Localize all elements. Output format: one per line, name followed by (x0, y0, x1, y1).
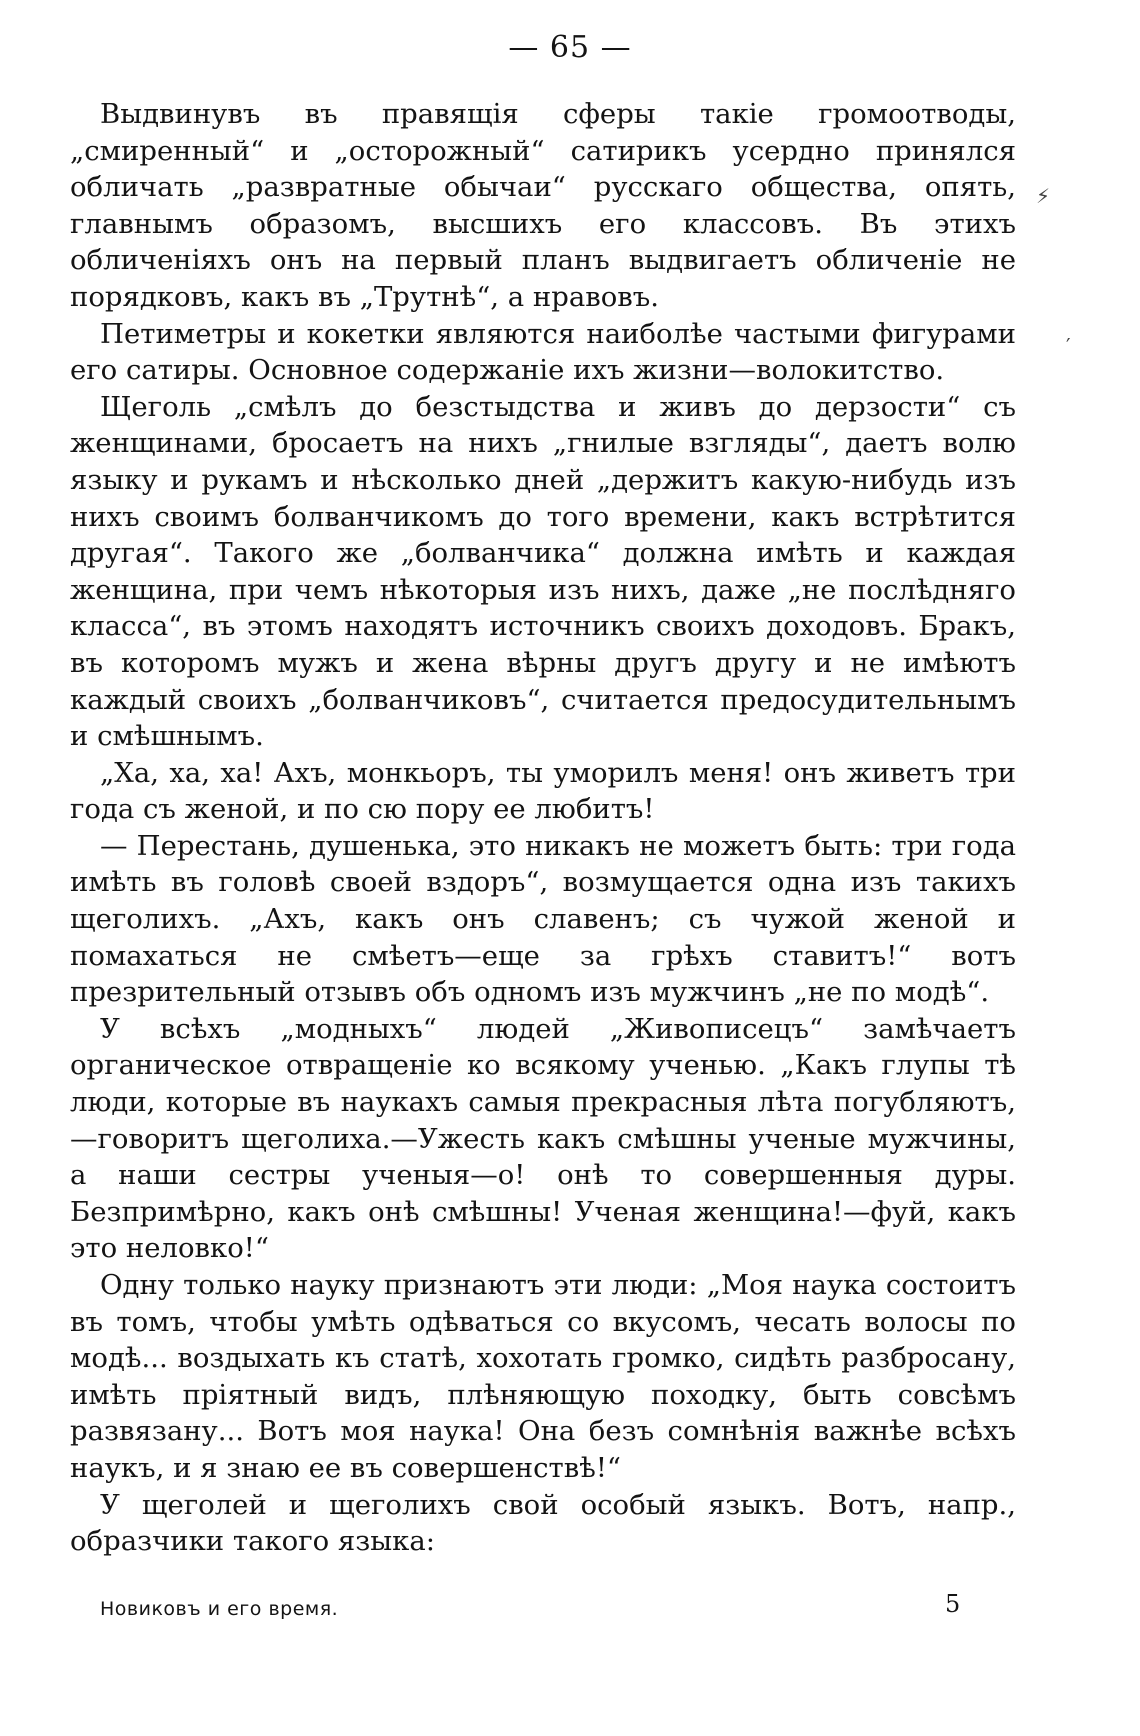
paragraph: „Ха, ха, ха! Ахъ, монкьоръ, ты уморилъ меня! онъ живетъ три года съ женой, и по сю пору ее любитъ! (70, 756, 1016, 826)
paragraph: Щеголь „смѣлъ до безстыдства и живъ до дерзости“ съ женщинами, бросаетъ на нихъ „гнилые взгляды“, даетъ волю языку и рукамъ и нѣсколько дней „держитъ какую-нибудь изъ нихъ своимъ болванчикомъ до того времени, какъ встрѣтится другая“. Такого же „болванчика“ должна имѣть и каждая женщина, при чемъ нѣкоторыя изъ нихъ, даже „не послѣдняго класса“, въ этомъ находятъ источникъ своихъ доходовъ. Бракъ, въ которомъ мужъ и жена вѣрны другъ другу и не имѣютъ каждый своихъ „болванчиковъ“, считается предосудительнымъ и смѣшнымъ. (70, 390, 1016, 753)
page-number: — 65 — (508, 30, 632, 65)
paragraph: Одну только науку признаютъ эти люди: „Моя наука состоитъ въ томъ, чтобы умѣть одѣваться со вкусомъ, чесать волосы по модѣ... воздыхать къ статѣ, хохотать громко, сидѣть разбросану, имѣть пріятный видъ, плѣняющую походку, быть совсѣмъ развязану... Вотъ моя наука! Она безъ сомнѣнія важнѣе всѣхъ наукъ, и я знаю ее въ совершенствѣ!“ (70, 1269, 1016, 1484)
margin-pencil-mark: ′ (1066, 334, 1071, 358)
footer-signature: Новиковъ и его время. (100, 1598, 339, 1620)
paragraph: Петиметры и кокетки являются наиболѣе частыми фигурами его сатиры. Основное содержаніе ихъ жизни—волокитство. (70, 317, 1016, 387)
margin-pencil-mark: ⚡ (1036, 184, 1051, 208)
paragraph: — Перестань, душенька, это никакъ не можетъ быть: три года имѣть въ головѣ своей вздоръ“, возмущается одна изъ такихъ щеголихъ. „Ахъ, какъ онъ славенъ; съ чужой женой и помахаться не смѣетъ—еще за грѣхъ ставитъ!“ вотъ презрительный отзывъ объ одномъ изъ мужчинъ „не по модѣ“. (70, 829, 1016, 1009)
paragraph: У щеголей и щеголихъ свой особый языкъ. Вотъ, напр., образчики такого языка: (70, 1488, 1016, 1558)
sheet-number: 5 (945, 1590, 961, 1618)
paragraph: У всѣхъ „модныхъ“ людей „Живописецъ“ замѣчаетъ органическое отвращеніе ко всякому ученью. „Какъ глупы тѣ люди, которые въ наукахъ самыя прекрасныя лѣта погубляютъ,—говоритъ щеголиха.—Ужесть какъ смѣшны ученые мужчины, а наши сестры ученыя—о! онѣ то совершенныя дуры. Безпримѣрно, какъ онѣ смѣшны! Ученая женщина!—фуй, какъ это неловко!“ (70, 1012, 1016, 1265)
paragraph: Выдвинувъ въ правящія сферы такіе громоотводы, „смиренный“ и „осторожный“ сатирикъ усердно принялся обличать „развратные обычаи“ русскаго общества, опять, главнымъ образомъ, высшихъ его классовъ. Въ этихъ обличеніяхъ онъ на первый планъ выдвигаетъ обличеніе не порядковъ, какъ въ „Трутнѣ“, а нравовъ. (70, 98, 1016, 313)
body-text (70, 96, 1016, 1560)
